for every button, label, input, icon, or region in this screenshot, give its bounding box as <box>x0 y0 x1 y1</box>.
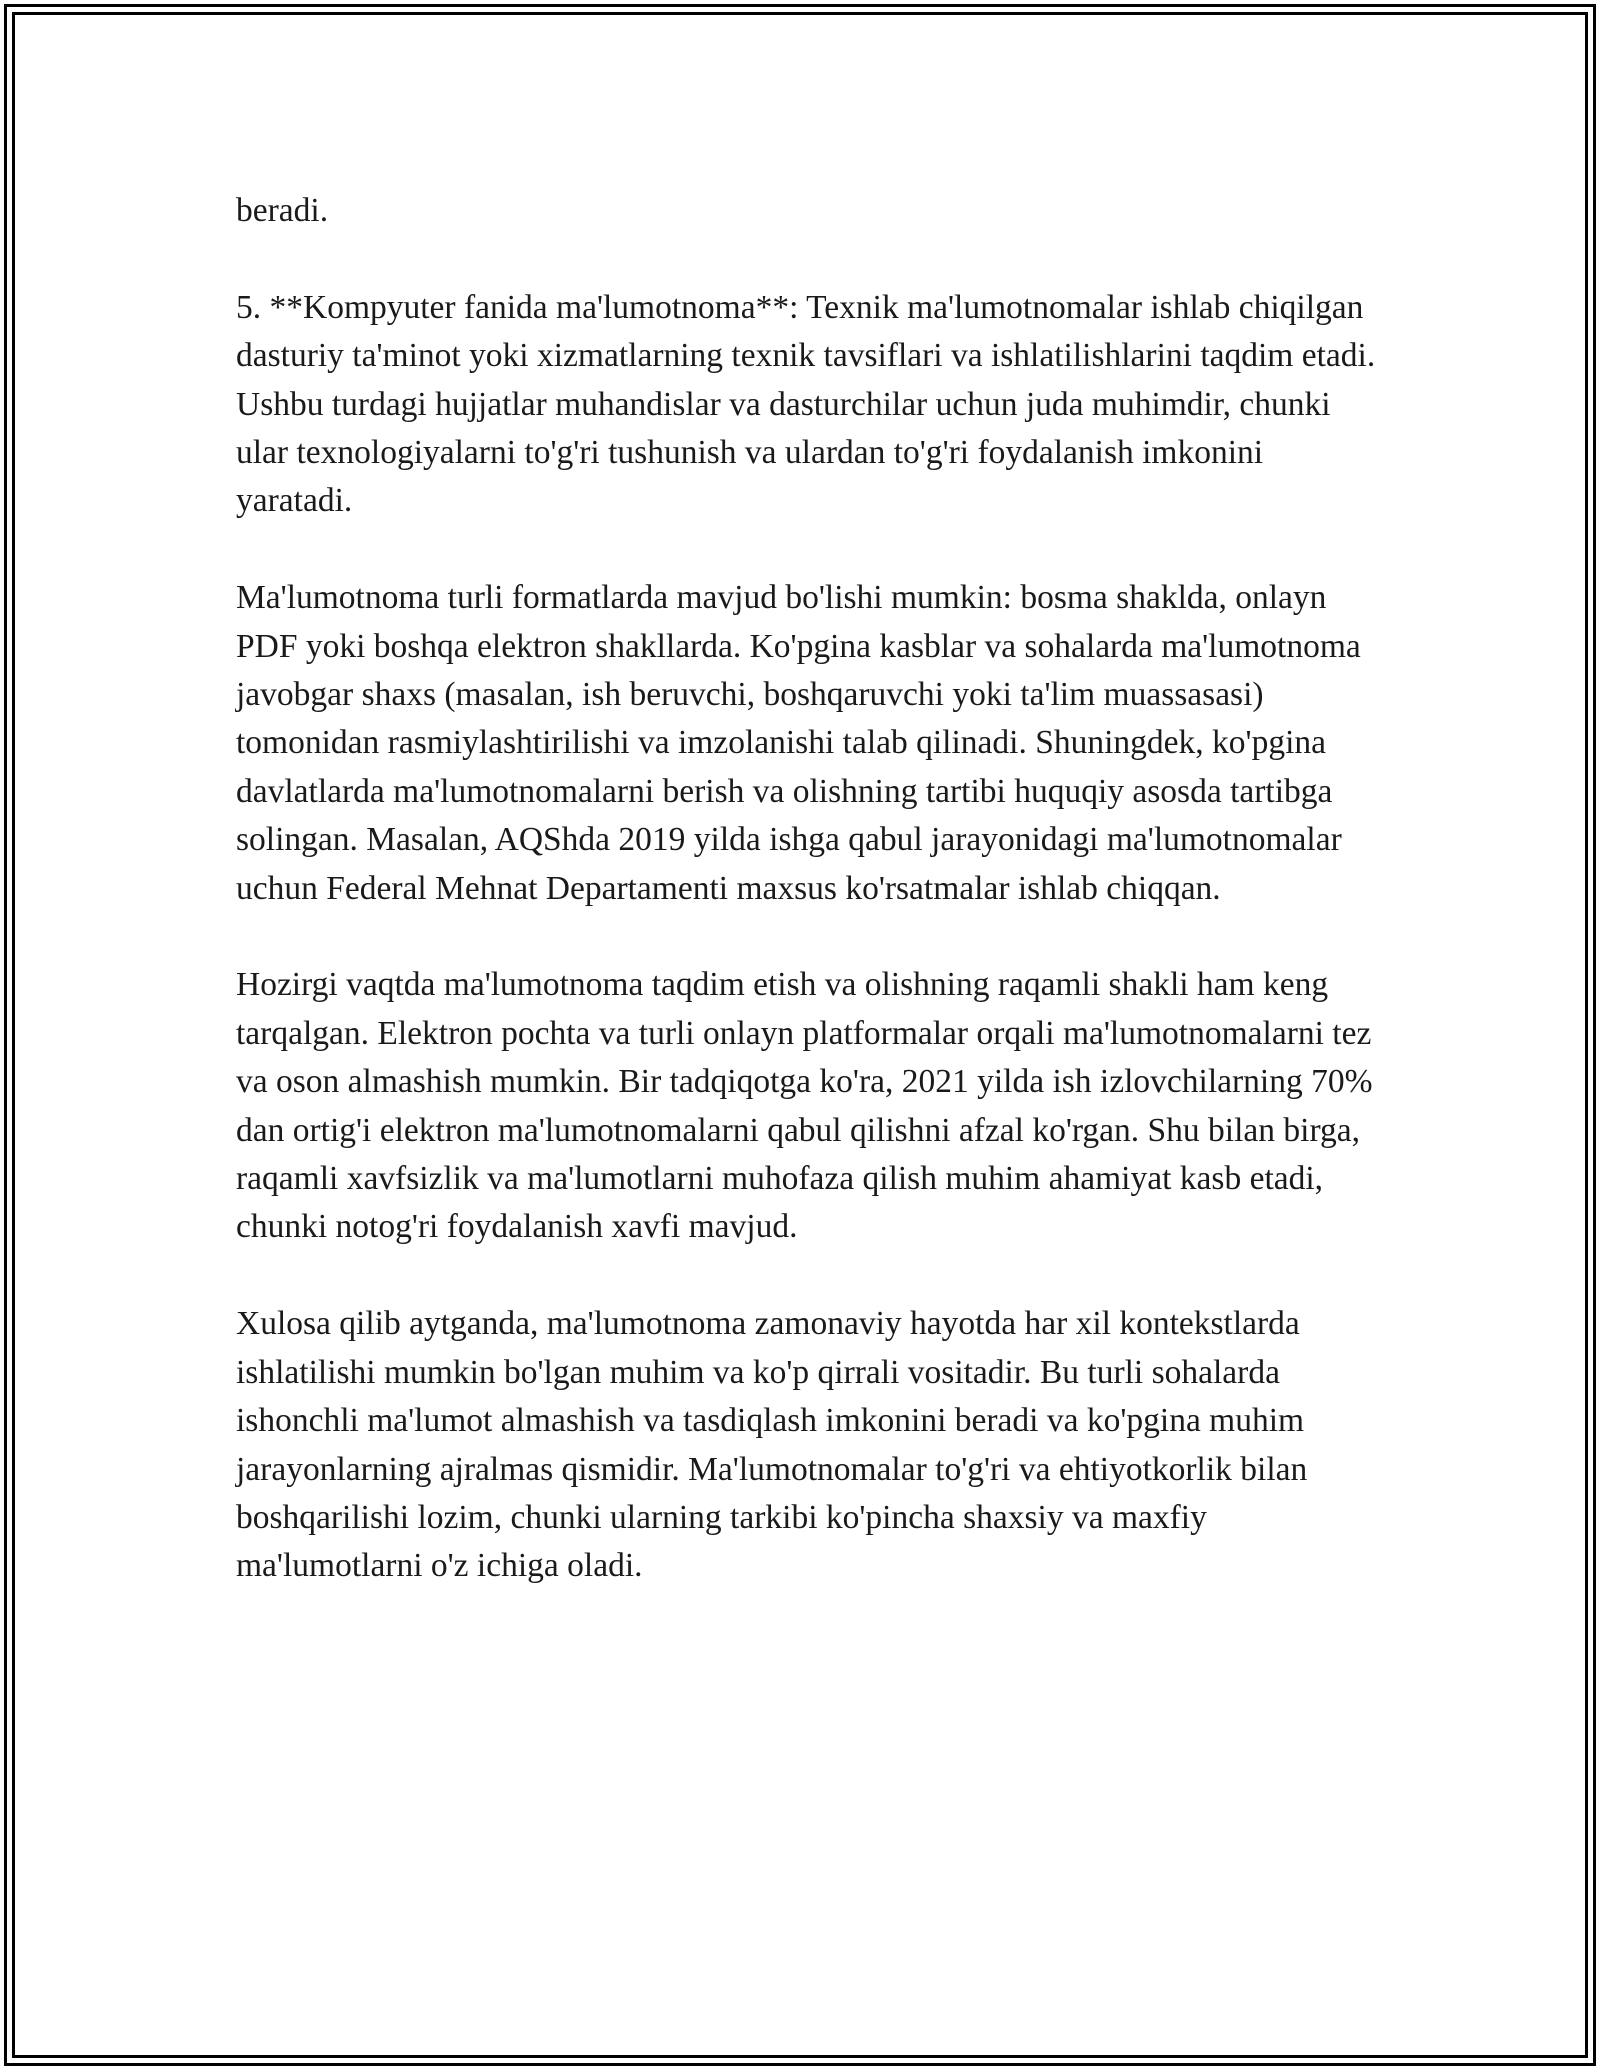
paragraph-conclusion: Xulosa qilib aytganda, ma'lumotnoma zamonaviy hayotda har xil kontekstlarda ishlatilishi mumkin bo'lgan muhim va ko'p qirrali vositadir. Bu turli sohalarda ishonchli ma'lumot almashish va tasdiqlash imkonini beradi va ko'pgina muhim jarayonlarning ajralmas qismidir. Ma'lumotnomalar to'g'ri va ehtiyotkorlik bilan boshqarilishi lozim, chunki ularning tarkibi ko'pincha shaxsiy va maxfiy ma'lumotlarni o'z ichiga oladi. <box>236 1305 1308 1585</box>
paragraph-digital-form: Hozirgi vaqtda ma'lumotnoma taqdim etish va olishning raqamli shakli ham keng tarqalgan. Elektron pochta va turli onlayn platformalar orqali ma'lumotnomalarni tez va oson almashish mumkin. Bir tadqiqotga ko'ra, 2021 yilda ish izlovchilarning 70% dan ortig'i elektron ma'lumotnomalarni qabul qilishni afzal ko'rgan. Shu bilan birga, raqamli xavfsizlik va ma'lumotlarni muhofaza qilish muhim ahamiyat kasb etadi, chunki notog'ri foydalanish xavfi mavjud. <box>236 966 1373 1246</box>
paragraph-computer-science-reference: 5. **Kompyuter fanida ma'lumotnoma**: Texnik ma'lumotnomalar ishlab chiqilgan dasturiy ta'minot yoki xizmatlarning texnik tavsiflari va ishlatilishlarini taqdim etadi. Ushbu turdagi hujjatlar muhandislar va dasturchilar uchun juda muhimdir, chunki ular texnologiyalarni to'g'ri tushunish va ulardan to'g'ri foydalanish imkonini yaratadi. <box>236 288 1376 520</box>
document-body <box>236 187 1386 1591</box>
paragraph-formats: Ma'lumotnoma turli formatlarda mavjud bo'lishi mumkin: bosma shaklda, onlayn PDF yoki boshqa elektron shakllarda. Ko'pgina kasblar va sohalarda ma'lumotnoma javobgar shaxs (masalan, ish beruvchi, boshqaruvchi yoki ta'lim muassasasi) tomonidan rasmiylashtirilishi va imzolanishi talab qilinadi. Shuningdek, ko'pgina davlatlarda ma'lumotnomalarni berish va olishning tartibi huquqiy asosda tartibga solingan. Masalan, AQShda 2019 yilda ishga qabul jarayonidagi ma'lumotnomalar uchun Federal Mehnat Departamenti maxsus ko'rsatmalar ishlab chiqqan. <box>236 579 1361 907</box>
paragraph-continuation: beradi. <box>236 192 329 229</box>
